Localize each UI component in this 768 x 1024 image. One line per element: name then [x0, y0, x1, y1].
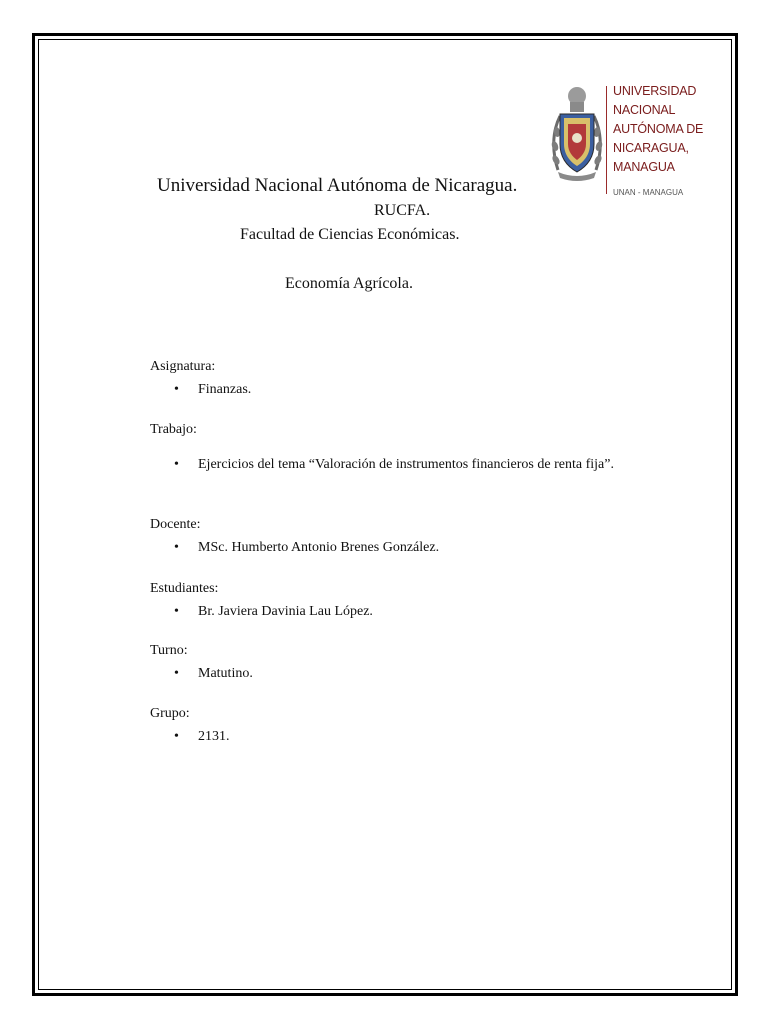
docente-label: Docente: — [150, 517, 201, 532]
asignatura-value: Finanzas. — [198, 382, 252, 397]
grupo-label: Grupo: — [150, 706, 190, 721]
logo-text-line: NACIONAL — [613, 103, 676, 117]
bullet-icon: • — [174, 604, 179, 619]
logo-subtitle: UNAN - MANAGUA — [613, 188, 684, 197]
logo-text-line: NICARAGUA, — [613, 141, 689, 155]
turno-value: Matutino. — [198, 666, 253, 681]
logo-text-line: AUTÓNOMA DE — [613, 122, 704, 136]
logo-divider — [606, 86, 607, 194]
turno-label: Turno: — [150, 643, 188, 658]
estudiantes-item — [174, 604, 373, 620]
asignatura-label: Asignatura: — [150, 359, 216, 374]
trabajo-value: Ejercicios del tema “Valoración de instrumentos financieros de renta fija”. — [198, 457, 614, 472]
campus-title: RUCFA. — [374, 202, 431, 219]
university-logo — [550, 82, 710, 202]
university-title: Universidad Nacional Autónoma de Nicaragua. — [157, 175, 518, 196]
faculty-title: Facultad de Ciencias Económicas. — [240, 226, 460, 243]
bullet-icon: • — [174, 666, 179, 681]
turno-item — [174, 666, 253, 682]
career-title: Economía Agrícola. — [285, 275, 413, 292]
bullet-icon: • — [174, 540, 179, 555]
trabajo-label: Trabajo: — [150, 422, 197, 437]
docente-item — [174, 540, 439, 556]
university-seal-icon — [550, 82, 604, 182]
bullet-icon: • — [174, 382, 179, 397]
bullet-icon: • — [174, 729, 179, 744]
asignatura-item — [174, 382, 251, 398]
estudiantes-value: Br. Javiera Davinia Lau López. — [198, 604, 373, 619]
trabajo-item — [174, 457, 614, 473]
docente-value: MSc. Humberto Antonio Brenes González. — [198, 540, 440, 555]
grupo-value: 2131. — [198, 729, 230, 744]
logo-text-line: UNIVERSIDAD — [613, 84, 697, 98]
logo-text-line: MANAGUA — [613, 160, 675, 174]
grupo-item — [174, 729, 230, 745]
estudiantes-label: Estudiantes: — [150, 581, 219, 596]
bullet-icon: • — [174, 457, 179, 472]
